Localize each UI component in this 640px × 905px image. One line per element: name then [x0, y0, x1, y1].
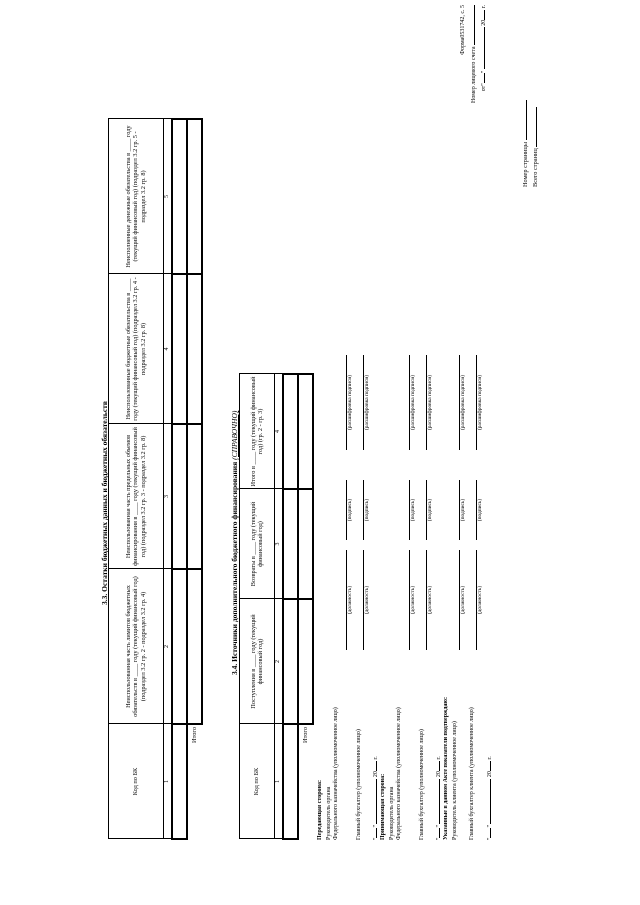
form-header — [460, 5, 488, 165]
decipher-caption: (расшифровка подписи) — [477, 374, 483, 431]
budget-balances-table — [108, 118, 203, 840]
chief-accountant-label: Главный бухгалтер (уполномоченное лицо) — [356, 729, 362, 840]
total-cell[interactable] — [298, 489, 313, 599]
head-of-body-label: Руководитель органа — [389, 786, 395, 840]
data-cell[interactable] — [283, 489, 298, 599]
position-caption: (должность) — [460, 585, 466, 615]
account-number-label: Номер лицевого счета — [468, 5, 478, 165]
col-header-kbk: Код по БК — [109, 724, 164, 839]
data-cell[interactable] — [172, 424, 187, 569]
col-header-unused-limits: Неиспользованная часть лимитов бюджетных обязательств в ____ году (текущий финансовый год) (подраздел 3.2 гр. 2 - подраздел 3.2 гр. 4) — [109, 569, 164, 724]
client-accountant-label: Главный бухгалтер клиента (уполномоченное лицо) — [469, 707, 475, 840]
col-number: 1 — [164, 724, 173, 839]
col-number: 1 — [275, 724, 284, 839]
position-caption: (должность) — [427, 585, 433, 615]
total-cell[interactable] — [298, 599, 313, 724]
position-caption: (должность) — [477, 585, 483, 615]
treasury-label: Федерального казначейства (уполномоченное лицо) — [333, 707, 339, 840]
position-caption: (должность) — [410, 585, 416, 615]
data-cell[interactable] — [283, 724, 298, 839]
sign-date[interactable]: "" 20 г. — [484, 756, 494, 840]
decipher-caption: (расшифровка подписи) — [460, 374, 466, 431]
decipher-caption: (расшифровка подписи) — [347, 374, 353, 431]
decipher-caption: (расшифровка подписи) — [427, 374, 433, 431]
total-cell[interactable] — [187, 119, 202, 274]
col-header-returns: Возвраты в ____ году (текущий финансовый год) — [240, 489, 275, 599]
client-head-label: Руководитель клиента (уполномоченное лицо) — [452, 721, 458, 840]
data-cell[interactable] — [283, 599, 298, 724]
section-3-4-title: 3.4. Источники дополнительного бюджетного финансирования (СПРАВОЧНО) — [230, 410, 239, 675]
col-header-unfulfilled-obligations: Неисполненные денежные обязательства в ____ году (текущий финансовый год) (подраздел 3.2 гр. 5 - подраздел 3.2 гр. 8) — [109, 119, 164, 274]
signature-caption: (подпись) — [347, 498, 353, 522]
table-header-row — [109, 119, 164, 839]
section-3-3-title: 3.3. Остатки бюджетных данных и бюджетных обязательств — [100, 401, 109, 605]
header-date: от"" 20 г. — [478, 5, 488, 165]
signature-caption: (подпись) — [427, 498, 433, 522]
total-cell[interactable] — [187, 569, 202, 724]
signature-caption: (подпись) — [410, 498, 416, 522]
total-cell[interactable] — [187, 274, 202, 424]
table-header-row — [240, 374, 275, 839]
col-header-total: Итого в ____ году (текущий финансовый год) (гр. 2 - гр. 3) — [240, 374, 275, 489]
reference-note: (СПРАВОЧНО) — [230, 410, 239, 460]
total-row — [187, 119, 202, 839]
col-number: 2 — [275, 599, 284, 724]
col-number: 4 — [164, 274, 173, 424]
col-number: 4 — [275, 374, 284, 489]
col-header-kbk: Код по БК — [240, 724, 275, 839]
col-number: 3 — [164, 424, 173, 569]
signature-caption: (подпись) — [364, 498, 370, 522]
column-number-row — [164, 119, 173, 839]
page-numbering — [520, 100, 540, 187]
total-label: Итого — [298, 724, 313, 839]
signature-caption: (подпись) — [477, 498, 483, 522]
data-cell[interactable] — [172, 274, 187, 424]
position-caption: (должность) — [347, 585, 353, 615]
total-cell[interactable] — [187, 424, 202, 569]
table-row — [172, 119, 187, 839]
data-cell[interactable] — [283, 374, 298, 489]
confirmation-heading: Указанные в данном Акте показатели подтверждаю: — [443, 696, 449, 840]
total-row — [298, 374, 313, 839]
page-number-field[interactable]: Номер страницы — [520, 100, 530, 187]
additional-financing-table — [239, 373, 314, 840]
total-pages-field[interactable]: Всего страниц — [530, 100, 540, 187]
column-number-row — [275, 374, 284, 839]
data-cell[interactable] — [172, 569, 187, 724]
receiving-side-heading: Принимающая сторона: — [380, 773, 386, 840]
col-header-unused-obligations: Неиспользованные бюджетные обязательства в ____ году (текущий финансовый год) (подраздел 3.2 гр. 4 - подраздел 3.2 гр. 8) — [109, 274, 164, 424]
chief-accountant-label: Главный бухгалтер (уполномоченное лицо) — [419, 729, 425, 840]
col-header-receipts: Поступления в ____ году (текущий финансовый год) — [240, 599, 275, 724]
signature-caption: (подпись) — [460, 498, 466, 522]
data-cell[interactable] — [172, 119, 187, 274]
col-number: 2 — [164, 569, 173, 724]
form-code: Форма0531742, с. 5 — [460, 5, 466, 55]
treasury-label: Федерального казначейства (уполномоченное лицо) — [396, 707, 402, 840]
transmitting-side-heading: Передающая сторона: — [317, 779, 323, 840]
decipher-caption: (расшифровка подписи) — [410, 374, 416, 431]
col-number: 5 — [164, 119, 173, 274]
col-number: 3 — [275, 489, 284, 599]
sign-date[interactable]: "" 20 г. — [370, 756, 380, 840]
data-cell[interactable] — [172, 724, 187, 839]
sign-date[interactable]: "" 20 г. — [433, 756, 443, 840]
decipher-caption: (расшифровка подписи) — [364, 374, 370, 431]
col-header-unused-financing: Неиспользованная часть предельных объемов финансирования в ____ году (текущий финансовый год) (подраздел 3.2 гр. 3 - подраздел 3.2 гр. 8) — [109, 424, 164, 569]
total-label: Итого — [187, 724, 202, 839]
position-caption: (должность) — [364, 585, 370, 615]
head-of-body-label: Руководитель органа — [326, 786, 332, 840]
total-cell[interactable] — [298, 374, 313, 489]
table-row — [283, 374, 298, 839]
